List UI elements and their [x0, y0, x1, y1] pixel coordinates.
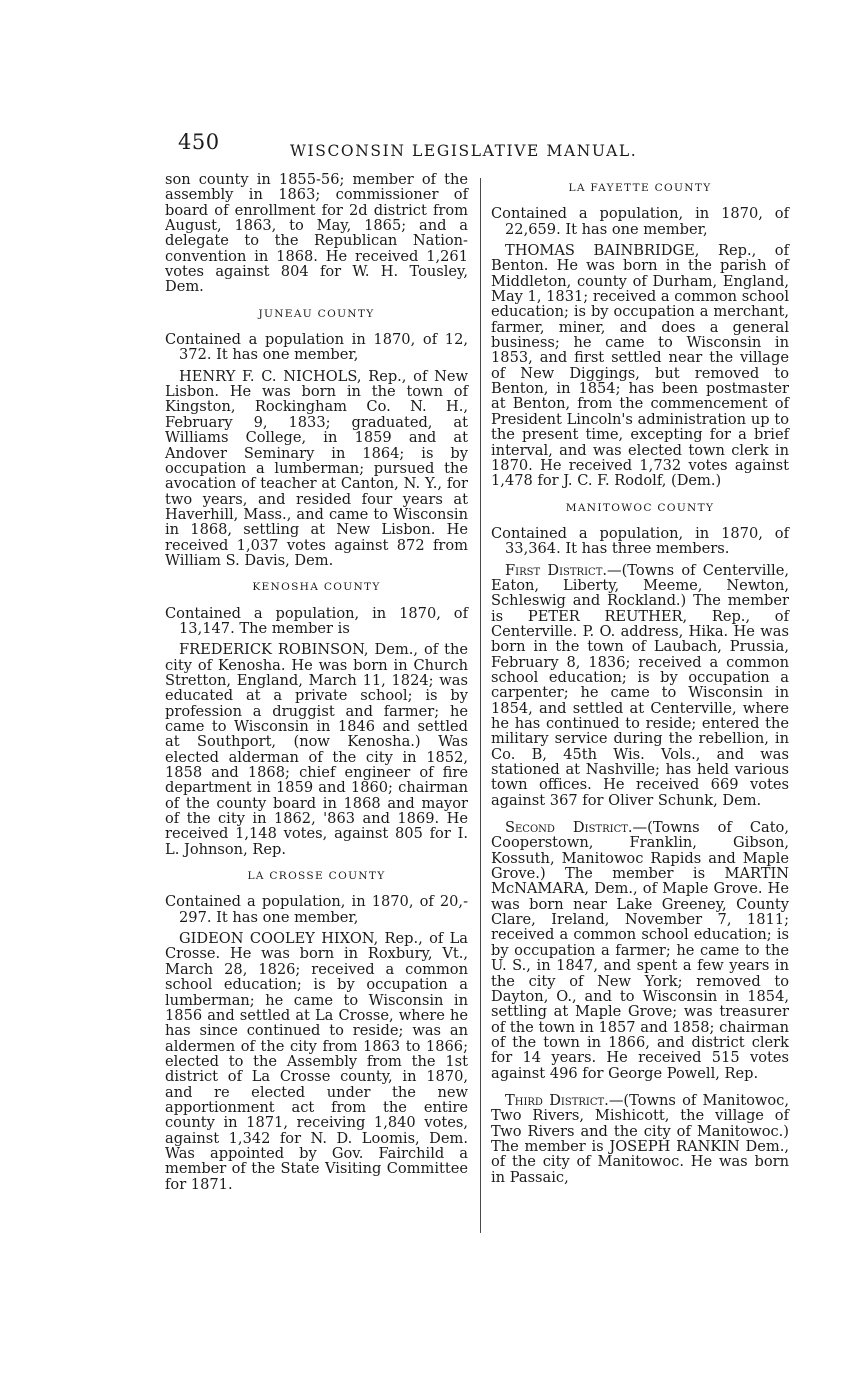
district-text-second: —(Towns of Cato, Cooperstown, Franklin, Gibson, Kossuth, Manitowoc Rapids and Maple Grove.) The member is MARTIN McNAMARA, Dem., of Maple Grove. He was born near Lake Greeney, County Clare, Ireland, November 7, 1811; received a common school education; is by occupation a farmer; he came to the U. S., in 1847, and spent a few years in the city of New York; removed to Dayton, O., and to Wisconsin in 1854, settling at Maple Grove; was treasurer of the town in 1857 and 1858; chairman of the town in 1866, and district clerk for 14 years. He received 515 votes against 496 for George Powell, Rep.: [491, 819, 789, 1082]
population-juneau: Contained a population in 1870, of 12, 372. It has one member,: [165, 331, 468, 364]
district-third: [491, 1093, 789, 1185]
left-column: [165, 172, 468, 1196]
section-heading-juneau: JUNEAU COUNTY: [258, 307, 375, 320]
population-la-crosse: Contained a population, in 1870, of 20,- 297. It has one member,: [165, 893, 468, 926]
right-column: [491, 181, 789, 1189]
population-la-fayette: Contained a population, in 1870, of 22,659. It has one member,: [491, 205, 789, 238]
district-label-third: Third District.: [505, 1091, 609, 1109]
district-text-third: —(Towns of Manitowoc, Two Rivers, Mishicott, the village of Two Rivers and the city of Manitowoc.) The member is JOSEPH RANKIN Dem., of the city of Manitowoc. He was born in Passaic,: [491, 1091, 789, 1186]
bio-robinson: FREDERICK ROBINSON, Dem., of the city of Kenosha. He was born in Church Stretton, England, March 11, 1824; was educated at a private school; is by profession a druggist and farmer; he came to Wisconsin in 1846 and settled at Southport, (now Kenosha.) Was elected alderman of the city in 1852, 1858 and 1868; chief engineer of fire department in 1859 and 1860; chairman of the county board in 1868 and mayor of the city in 1862, '863 and 1869. He received 1,148 votes, against 805 for I. L. Johnson, Rep.: [165, 641, 468, 858]
section-heading-kenosha: KENOSHA COUNTY: [252, 581, 381, 594]
district-label-first: First District.: [505, 561, 608, 579]
bio-bainbridge: THOMAS BAINBRIDGE, Rep., of Benton. He was born in the parish of Middleton, county of Durham, England, May 1, 1831; received a common school education; is by occupation a merchant, farmer, miner, and does a general business; he came to Wisconsin in 1853, and first settled near the village of New Diggings, but removed to Benton, in 1854; has been postmaster at Benton, from the commencement of President Lincoln's administration up to the present time, excepting for a brief interval, and was elected town clerk in 1870. He received 1,732 votes against 1,478 for J. C. F. Rodolf, (Dem.): [491, 242, 789, 490]
section-heading-manitowoc: MANITOWOC COUNTY: [565, 501, 715, 514]
section-heading-la-fayette: LA FAYETTE COUNTY: [568, 182, 712, 194]
population-kenosha: Contained a population, in 1870, of 13,147. The member is: [165, 604, 468, 637]
population-manitowoc: Contained a population, in 1870, of 33,364. It has three members.: [491, 524, 789, 558]
column-divider: [480, 178, 481, 1233]
district-text-first: —(Towns of Centerville, Eaton, Liberty, Meeme, Newton, Schleswig and Rockland.) The member is PETER REUTHER, Rep., of Centerville. P. O. address, Hika. He was born in the town of Laubach, Prussia, February 8, 1836; received a common school education; is by occupation a carpenter; he came to Wisconsin in 1854, and settled at Centerville, where he has continued to reside; entered the military service during the rebellion, in Co. B, 45th Wis. Vols., and was stationed at Nashville; has held various town offices. He received 669 votes against 367 for Oliver Schunk, Dem.: [491, 561, 789, 809]
bio-hixon: GIDEON COOLEY HIXON, Rep., of La Crosse. He was born in Roxbury, Vt., March 28, 1826; received a common school education; is by occupation a lumberman; he came to Wisconsin in 1856 and settled at La Crosse, where he has since continued to reside; was an aldermen of the city from 1863 to 1866; elected to the Assembly from the 1st district of La Crosse county, in 1870, and re elected under the new apportionment act from the entire county in 1871, receiving 1,840 votes, against 1,342 for N. D. Loomis, Dem. Was appointed by Gov. Fairchild a member of the State Visiting Committee for 1871.: [165, 930, 468, 1193]
district-second: [491, 820, 789, 1081]
bio-nichols: HENRY F. C. NICHOLS, Rep., of New Lisbon. He was born in the town of Kingston, Rockingham Co. N. H., February 9, 1833; graduated, at Williams College, in 1859 and at Andover Seminary in 1864; is by occupation a lumberman; pursued the avocation of teacher at Canton, N. Y., for two years, and resided four years at Haverhill, Mass., and came to Wisconsin in 1868, settling at New Lisbon. He received 1,037 votes against 872 from William S. Davis, Dem.: [165, 367, 468, 569]
section-heading-la-crosse: LA CROSSE COUNTY: [247, 870, 386, 883]
continued-paragraph: son county in 1855-56; member of the assembly in 1863; commissioner of board of enrollment for 2d district from August, 1863, to May, 1865; and a delegate to the Republican Nation- convention in 1868. He received 1,261 votes against 804 for W. H. Tousley, Dem.: [165, 171, 468, 296]
district-first: [491, 563, 789, 809]
district-label-second: Second District.: [505, 819, 633, 837]
page-number: 450: [178, 130, 220, 154]
running-title: WISCONSIN LEGISLATIVE MANUAL.: [290, 142, 638, 160]
